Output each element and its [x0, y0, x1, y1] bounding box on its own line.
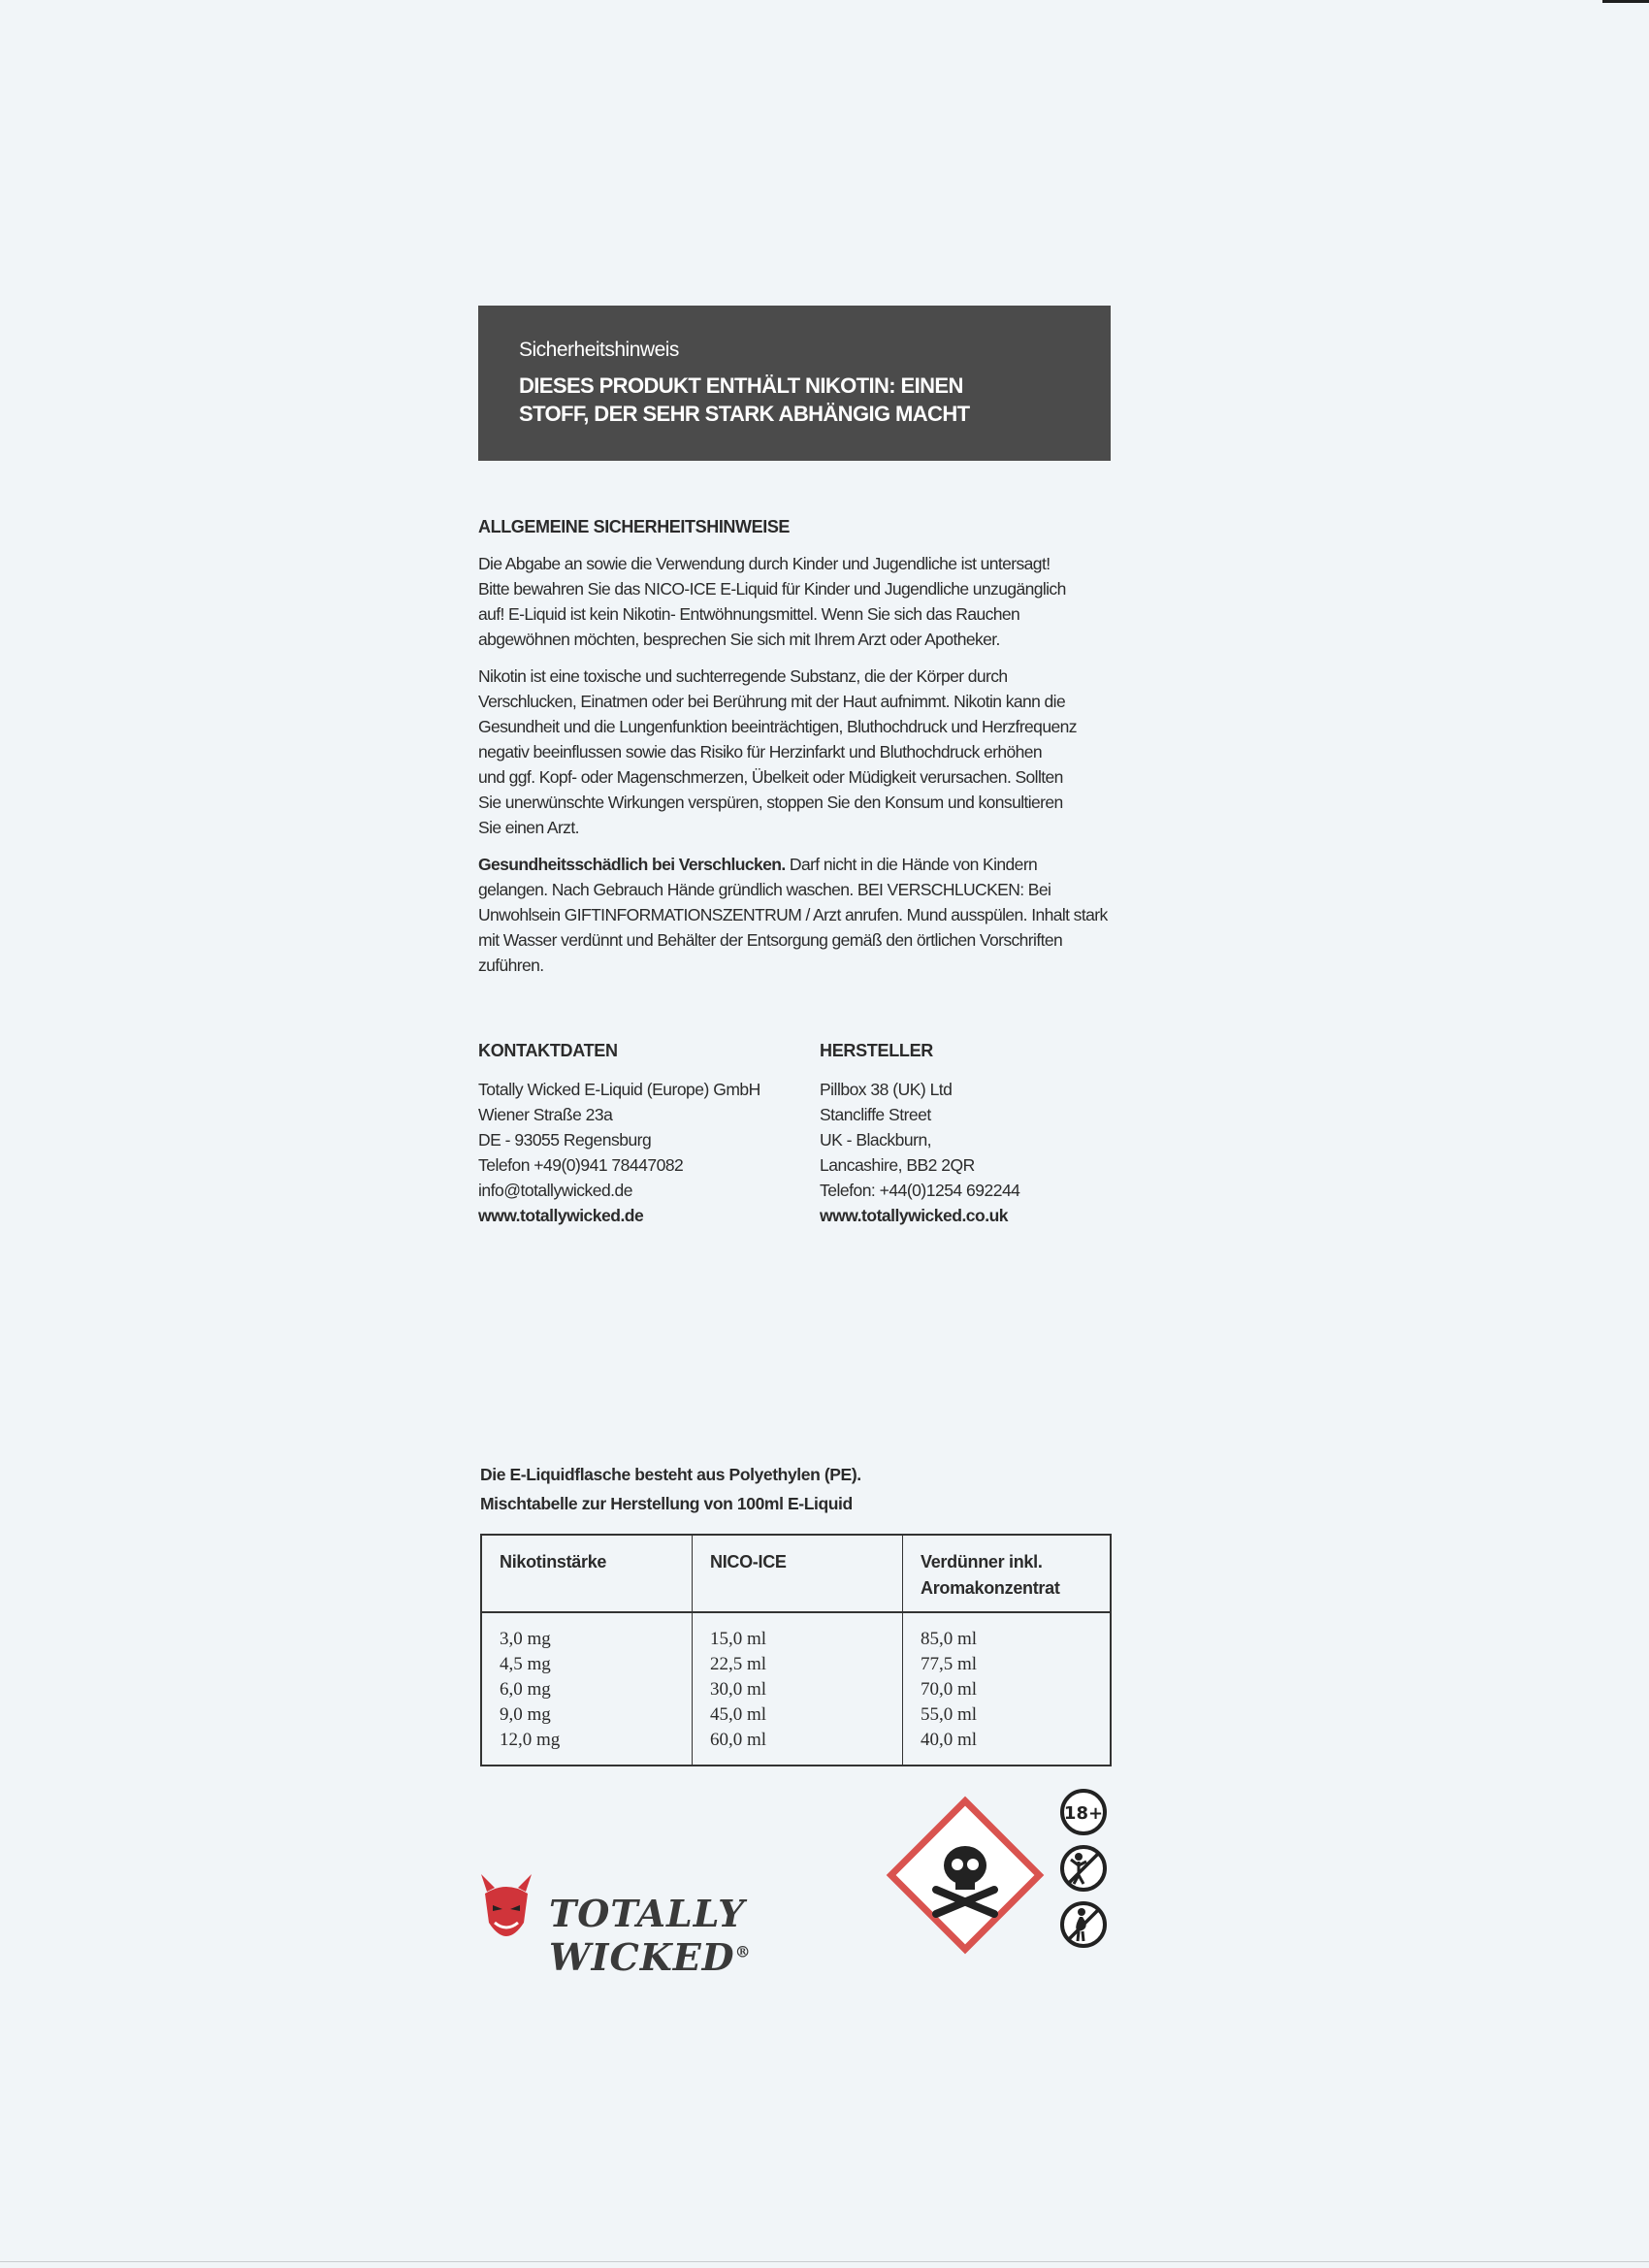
devil-mascot-icon — [477, 1872, 535, 1960]
table-cell: 45,0 ml — [710, 1704, 767, 1725]
general-paragraph-3 — [478, 852, 1123, 978]
scan-corner-mark — [1602, 0, 1649, 3]
no-pregnant-icon — [1059, 1900, 1108, 1949]
header-diluent — [903, 1535, 1112, 1612]
table-cell: 22,5 ml — [710, 1654, 767, 1674]
manufacturer-phone: Telefon: +44(0)1254 692244 — [820, 1181, 1020, 1200]
warning-label: Sicherheitshinweis — [519, 339, 679, 361]
brand-name: TOTALLY WICKED — [549, 1892, 746, 1979]
manufacturer-heading: HERSTELLER — [820, 1041, 934, 1060]
registered-mark: ® — [734, 1942, 752, 1961]
page-bottom-rule — [0, 2261, 1649, 2262]
general-safety-section — [478, 514, 1123, 989]
contact-line: Wiener Straße 23a — [478, 1105, 613, 1124]
table-cell: 30,0 ml — [710, 1679, 767, 1700]
contact-heading: KONTAKTDATEN — [478, 1041, 618, 1060]
manufacturer-line: Lancashire, BB2 2QR — [820, 1155, 975, 1175]
nico-ice-column — [693, 1612, 903, 1766]
general-safety-heading: ALLGEMEINE SICHERHEITSHINWEISE — [478, 517, 791, 536]
table-cell: 40,0 ml — [921, 1730, 978, 1750]
contact-phone: Telefon +49(0)941 78447082 — [478, 1155, 684, 1175]
manufacturer-line: Stancliffe Street — [820, 1105, 931, 1124]
swallow-warning-lead: Gesundheitsschädlich bei Verschlucken. — [478, 855, 786, 874]
table-cell: 60,0 ml — [710, 1730, 767, 1750]
contact-line: DE - 93055 Regensburg — [478, 1130, 652, 1150]
general-paragraph-1: Die Abgabe an sowie die Verwendung durch Kinder und Jugendliche ist untersagt! Bitte bewahren Sie das NICO-ICE E-Liquid für Kinder und Jugendliche unzugänglich auf! E-Liquid ist kein Nikotin- Entwöhnungsmittel. Wenn Sie sich das Rauchen abgewöhnen möchten, besprechen Sie sich mit Ihrem Arzt oder Apotheker. — [478, 554, 1066, 649]
table-cell: 6,0 mg — [500, 1679, 551, 1700]
manufacturer-column — [820, 1038, 1019, 1228]
header-diluent-text: Verdünner inkl. Aromakonzentrat — [921, 1552, 1060, 1598]
table-cell: 4,5 mg — [500, 1654, 551, 1674]
material-info — [480, 1460, 861, 1518]
totally-wicked-logo — [477, 1872, 846, 1979]
manufacturer-line: UK - Blackburn, — [820, 1130, 932, 1150]
18-plus-icon — [1059, 1788, 1108, 1836]
header-nico-ice: NICO-ICE — [693, 1535, 903, 1612]
contact-column — [478, 1038, 760, 1228]
table-cell: 9,0 mg — [500, 1704, 551, 1725]
general-paragraph-2: Nikotin ist eine toxische und suchterregende Substanz, die der Körper durch Verschlucken, Einatmen oder bei Berührung mit der Haut aufnimmt. Nikotin kann die Gesundheit und die Lungenfunktion beeinträchtigen, Bluthochdruck und Herzfrequenz negativ beeinflussen sowie das Risiko für Herzinfarkt und Bluthochdruck erhöhen und ggf. Kopf- oder Magenschmerzen, Übelkeit oder Müdigkeit verursachen. Sollten Sie unerwünschte Wirkungen verspüren, stoppen Sie den Konsum und konsultieren Sie einen Arzt. — [478, 666, 1077, 837]
table-cell: 55,0 ml — [921, 1704, 978, 1725]
table-cell: 15,0 ml — [710, 1629, 767, 1649]
header-nicotine-strength: Nikotinstärke — [481, 1535, 693, 1612]
safety-warning-box — [478, 306, 1111, 461]
mixing-table — [480, 1534, 1112, 1766]
table-cell: 85,0 ml — [921, 1629, 978, 1649]
nicotine-strength-column — [481, 1612, 693, 1766]
manufacturer-line: Pillbox 38 (UK) Ltd — [820, 1080, 953, 1099]
table-cell: 12,0 mg — [500, 1730, 561, 1750]
mix-table-title: Mischtabelle zur Herstellung von 100ml E-Liquid — [480, 1494, 853, 1513]
swallow-warning-text: Darf nicht in die Hände von Kindern gelangen. Nach Gebrauch Hände gründlich waschen. BEI VERSCHLUCKEN: Bei Unwohlsein GIFTINFORMATIONSZENTRUM / Arzt anrufen. Mund ausspülen. Inhalt stark mit Wasser verdünnt und Behälter der Entsorgung gemäß den örtlichen Vorschriften zuführen. — [478, 855, 1108, 975]
table-cell: 77,5 ml — [921, 1654, 978, 1674]
diluent-column — [903, 1612, 1112, 1766]
contact-email: info@totallywicked.de — [478, 1181, 633, 1200]
manufacturer-website: www.totallywicked.co.uk — [820, 1206, 1009, 1225]
skull-crossbones-icon — [883, 1793, 1048, 1958]
table-cell: 3,0 mg — [500, 1629, 551, 1649]
material-line: Die E-Liquidflasche besteht aus Polyethylen (PE). — [480, 1465, 861, 1484]
warning-text: DIESES PRODUKT ENTHÄLT NIKOTIN: EINEN STOFF, DER SEHR STARK ABHÄNGIG MACHT — [519, 373, 970, 426]
contact-line: Totally Wicked E-Liquid (Europe) GmbH — [478, 1080, 760, 1099]
age-label: 18+ — [1063, 1803, 1104, 1824]
contact-website: www.totallywicked.de — [478, 1206, 644, 1225]
table-cell: 70,0 ml — [921, 1679, 978, 1700]
brand-wordmark — [549, 1892, 846, 1979]
no-children-icon — [1059, 1844, 1108, 1893]
